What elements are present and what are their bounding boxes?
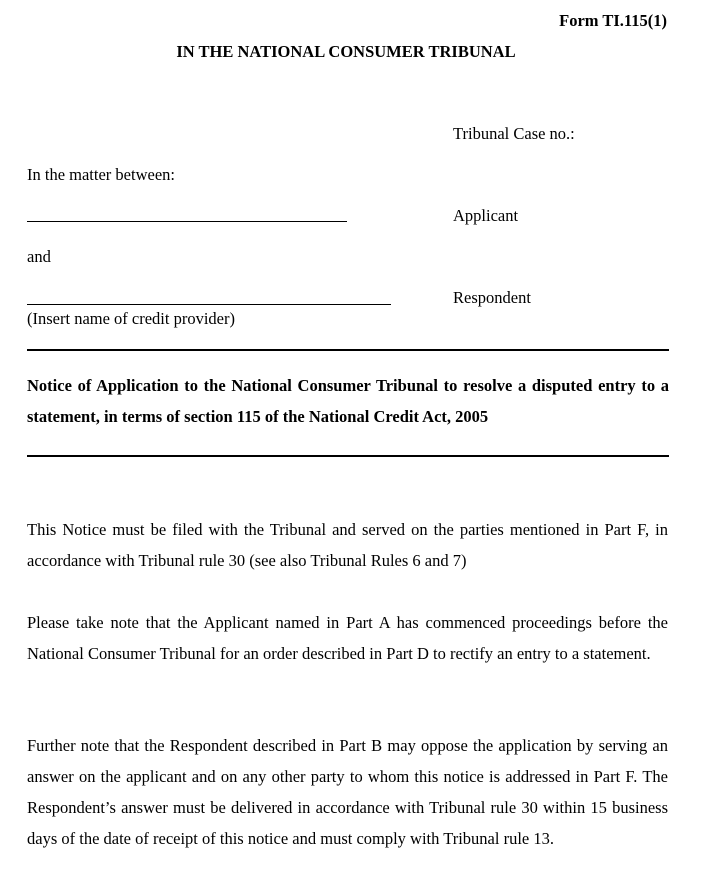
case-number-label: Tribunal Case no.: <box>453 124 575 143</box>
heading-top-rule <box>27 349 669 351</box>
heading-bottom-rule <box>27 455 669 457</box>
tribunal-title: IN THE NATIONAL CONSUMER TRIBUNAL <box>176 42 516 61</box>
matter-between-label: In the matter between: <box>27 165 175 184</box>
form-number: Form TI.115(1) <box>559 11 667 30</box>
applicant-name-line <box>27 221 347 222</box>
filing-instruction-paragraph: This Notice must be filed with the Tribunal and served on the parties mentioned in Part F, in accordance with Tribunal rule 30 (see also Tribunal Rules 6 and 7) <box>27 520 668 570</box>
respondent-name-line <box>27 304 391 305</box>
credit-provider-note: (Insert name of credit provider) <box>27 309 235 328</box>
proceedings-notice-paragraph: Please take note that the Applicant named in Part A has commenced proceedings before the National Consumer Tribunal for an order described in Part D to rectify an entry to a statement. <box>27 613 668 663</box>
notice-heading: Notice of Application to the National Consumer Tribunal to resolve a disputed entry to a statement, in terms of section 115 of the National Credit Act, 2005 <box>27 376 669 426</box>
applicant-label: Applicant <box>453 206 519 225</box>
and-label: and <box>27 247 51 266</box>
respondent-label: Respondent <box>453 288 531 307</box>
opposition-notice-paragraph: Further note that the Respondent described in Part B may oppose the application by serving an answer on the applicant and on any other party to whom this notice is addressed in Part F. The Respondent’s answer must be delivered in accordance with Tribunal rule 30 within 15 business days of the date of receipt of this notice and must comply with Tribunal rule 13. <box>27 736 668 848</box>
